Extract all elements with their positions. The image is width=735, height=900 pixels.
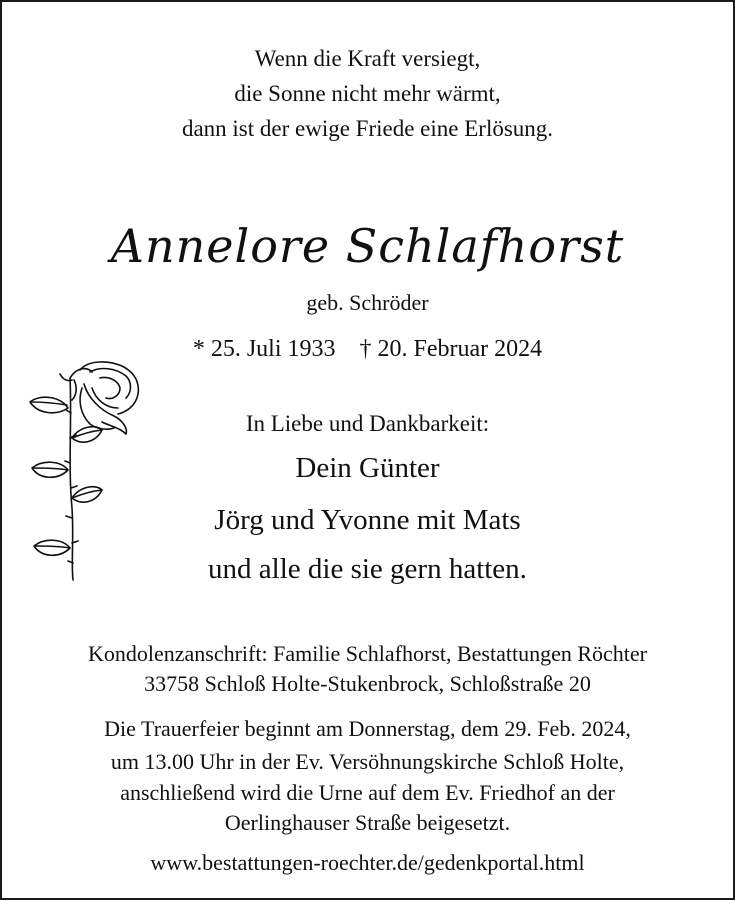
condolence-line-2: 33758 Schloß Holte-Stukenbrock, Schloßstraße 20	[144, 671, 591, 696]
ceremony-line-3: anschließend wird die Urne auf dem Ev. Friedhof an der	[120, 780, 615, 805]
death-date: † 20. Februar 2024	[359, 336, 543, 362]
deceased-name: Annelore Schlafhorst	[110, 219, 625, 273]
intro-line: In Liebe und Dankbarkeit:	[245, 411, 490, 436]
birth-name: geb. Schröder	[306, 290, 429, 315]
condolence-line-1: Kondolenzanschrift: Familie Schlafhorst, Bestattungen Röchter	[87, 641, 648, 666]
ceremony-line-2: um 13.00 Uhr in der Ev. Versöhnungskirche Schloß Holte,	[110, 749, 625, 774]
birth-date: * 25. Juli 1933	[192, 336, 336, 362]
verse-line-3: dann ist der ewige Friede eine Erlösung.	[181, 116, 554, 141]
website-link[interactable]: www.bestattungen-roechter.de/gedenkportal.html	[150, 850, 585, 875]
ceremony-line-1: Die Trauerfeier beginnt am Donnerstag, dem 29. Feb. 2024,	[104, 716, 631, 741]
mourner-line-1: Dein Günter	[295, 452, 440, 484]
mourner-line-2: Jörg und Yvonne mit Mats	[214, 504, 521, 536]
verse-line-2: die Sonne nicht mehr wärmt,	[234, 81, 501, 106]
verse-line-1: Wenn die Kraft versiegt,	[254, 46, 481, 71]
ceremony-line-4: Oerlinghauser Straße beigesetzt.	[224, 810, 511, 835]
mourner-line-3: und alle die sie gern hatten.	[208, 553, 527, 585]
